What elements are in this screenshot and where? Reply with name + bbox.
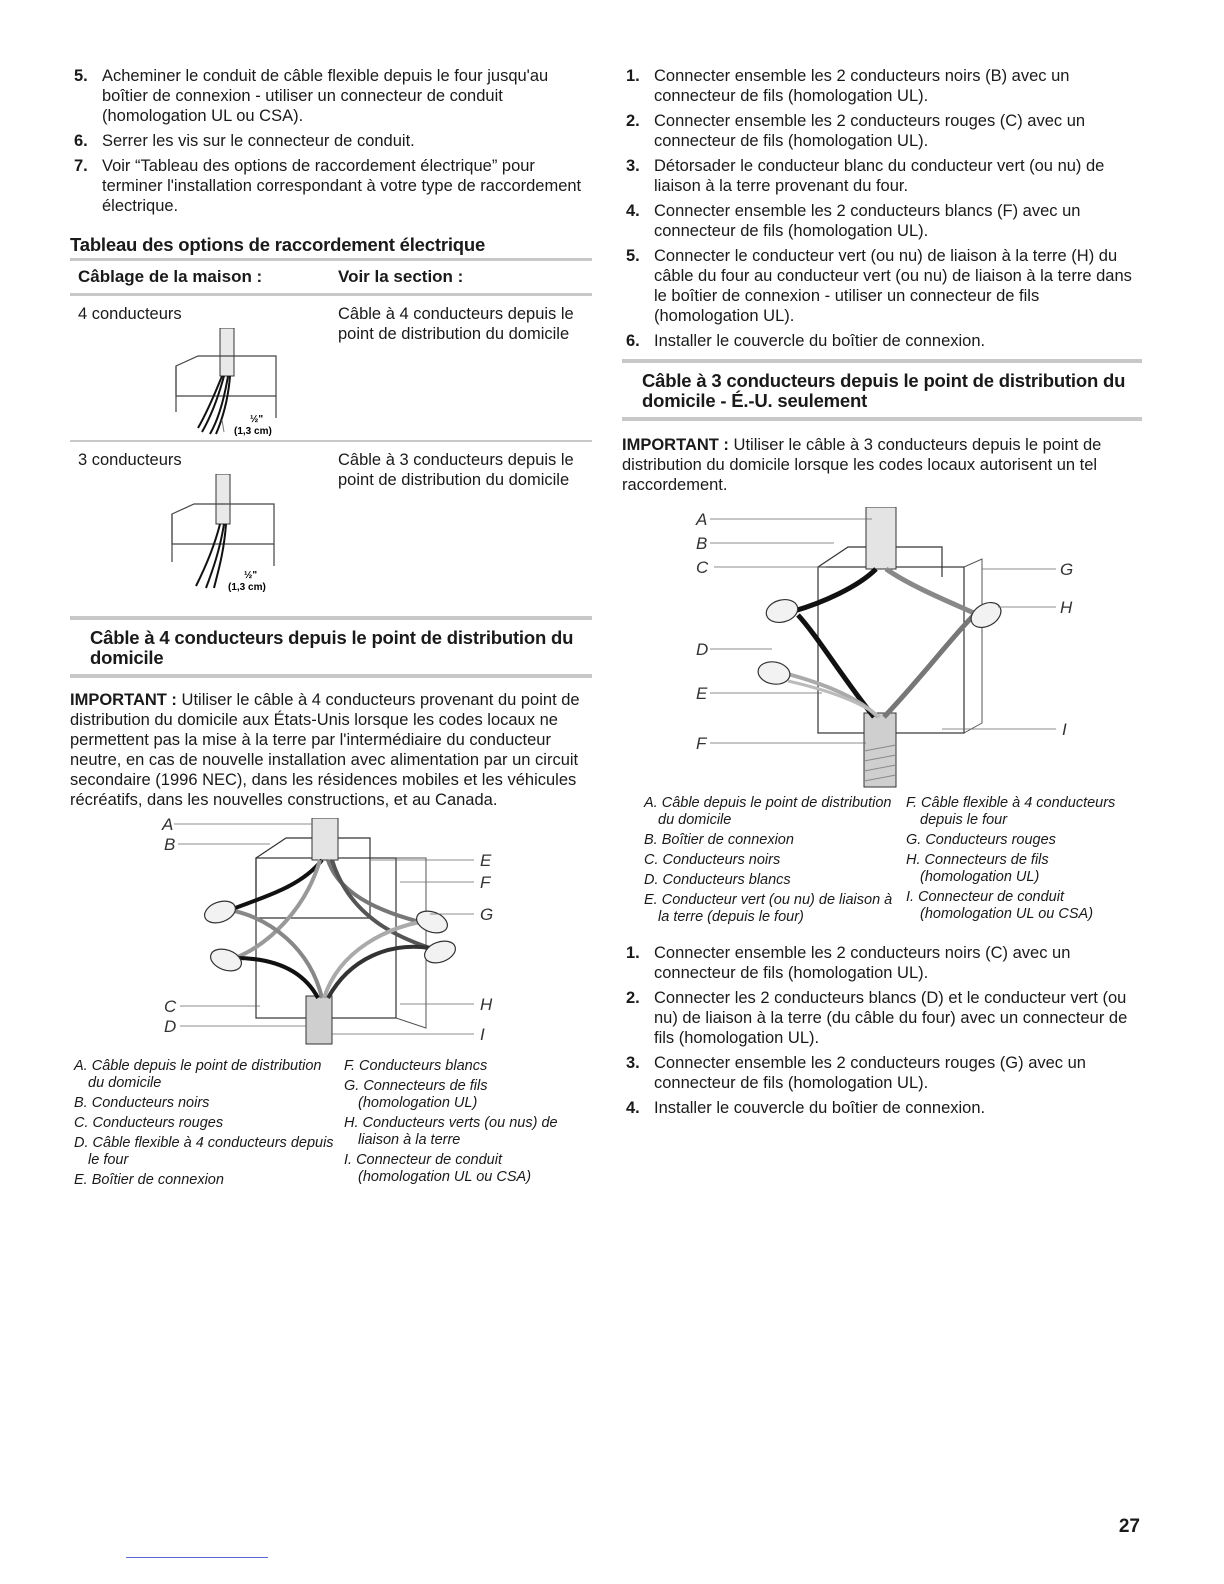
legend-item: G. Connecteurs de fils (homologation UL)	[344, 1078, 488, 1111]
legend-3-wire	[640, 795, 1142, 929]
steps-list-3-wire	[622, 943, 1142, 1118]
important-label: IMPORTANT :	[622, 436, 729, 454]
label-I: I	[1062, 720, 1067, 739]
step-text: Connecter ensemble les 2 conducteurs noirs (C) avec un connecteur de fils (homologation UL).	[654, 944, 1071, 982]
legend-item: G. Conducteurs rouges	[906, 832, 1056, 848]
label-G: G	[1060, 560, 1074, 579]
step-text: Connecter ensemble les 2 conducteurs blancs (F) avec un connecteur de fils (homologation UL).	[654, 202, 1081, 240]
important-note-3-wire	[622, 435, 1142, 495]
legend-column	[70, 1058, 340, 1192]
legend-item: A. Câble depuis le point de distribution du domicile	[644, 795, 892, 828]
steps-list-left	[70, 66, 592, 216]
list-item	[622, 1053, 1142, 1093]
step-number: 5.	[626, 247, 640, 265]
step-number: 2.	[626, 989, 640, 1007]
step-text: Voir “Tableau des options de raccordement électrique” pour terminer l'installation correspondant à votre type de raccordement électrique.	[102, 157, 582, 215]
legend-column	[902, 795, 1138, 929]
label-B: B	[164, 835, 176, 854]
step-text: Installer le couvercle du boîtier de connexion.	[654, 1099, 986, 1117]
legend-item: C. Conducteurs rouges	[74, 1115, 224, 1131]
list-item	[622, 246, 1142, 326]
list-item	[622, 988, 1142, 1048]
step-number: 6.	[626, 332, 640, 350]
step-number: 4.	[626, 1099, 640, 1117]
step-text: Connecter ensemble les 2 conducteurs rouges (G) avec un connecteur de fils (homologation UL).	[654, 1054, 1086, 1092]
steps-list-right	[622, 66, 1142, 351]
right-column	[622, 66, 1142, 1123]
step-number: 1.	[626, 944, 640, 962]
legend-item: H. Conducteurs verts (ou nus) de liaison à la terre	[344, 1115, 558, 1148]
legend-4-wire	[70, 1058, 592, 1192]
table-cell-section: Câble à 3 conducteurs depuis le point de distribution du domicile	[338, 451, 574, 489]
legend-column	[640, 795, 902, 929]
list-item	[622, 1098, 1142, 1118]
list-item	[622, 331, 1142, 351]
step-number: 2.	[626, 112, 640, 130]
legend-item: C. Conducteurs noirs	[644, 852, 781, 868]
legend-item: B. Boîtier de connexion	[644, 832, 794, 848]
legend-item: D. Câble flexible à 4 conducteurs depuis le four	[74, 1135, 334, 1168]
label-D: D	[696, 640, 709, 659]
step-text: Connecter ensemble les 2 conducteurs rouges (C) avec un connecteur de fils (homologation UL).	[654, 112, 1086, 150]
dim-cm: (1,3 cm)	[228, 582, 266, 593]
wiring-label: 4 conducteurs	[78, 305, 182, 323]
legend-column	[340, 1058, 580, 1192]
legend-item: E. Boîtier de connexion	[74, 1172, 224, 1188]
table-col2-header: Voir la section :	[338, 267, 464, 286]
left-column	[70, 66, 592, 1192]
table-row	[70, 296, 592, 442]
label-F: F	[480, 873, 491, 892]
list-item	[70, 66, 592, 126]
label-B: B	[696, 534, 708, 553]
table-header	[70, 261, 592, 296]
step-text: Connecter ensemble les 2 conducteurs noirs (B) avec un connecteur de fils (homologation UL).	[654, 67, 1070, 105]
table-cell-wiring	[78, 450, 338, 610]
wiring-label: 3 conducteurs	[78, 451, 182, 469]
step-number: 6.	[74, 132, 88, 150]
list-item	[622, 111, 1142, 151]
label-C: C	[696, 558, 709, 577]
step-text: Acheminer le conduit de câble flexible depuis le four jusqu'au boîtier de connexion - utiliser un connecteur de conduit (homologation UL ou CSA).	[102, 67, 549, 125]
legend-item: A. Câble depuis le point de distribution du domicile	[74, 1058, 322, 1091]
three-wire-box-figure	[158, 474, 298, 594]
step-number: 4.	[626, 202, 640, 220]
step-number: 7.	[74, 157, 88, 175]
label-H: H	[1060, 598, 1073, 617]
table-row	[70, 442, 592, 610]
legend-item: H. Connecteurs de fils (homologation UL)	[906, 852, 1049, 885]
table-cell-wiring	[78, 304, 338, 440]
list-item	[70, 156, 592, 216]
legend-item: I. Connecteur de conduit (homologation UL ou CSA)	[906, 889, 1094, 922]
step-number: 5.	[74, 67, 88, 85]
footer-divider	[126, 1557, 268, 1558]
legend-item: F. Conducteurs blancs	[344, 1058, 488, 1074]
list-item	[622, 943, 1142, 983]
label-A: A	[696, 510, 708, 529]
step-number: 1.	[626, 67, 640, 85]
dim-inch: ½"	[250, 414, 264, 425]
list-item	[622, 201, 1142, 241]
step-text: Serrer les vis sur le connecteur de conduit.	[102, 132, 415, 150]
page-number: 27	[1118, 1516, 1140, 1537]
legend-item: F. Câble flexible à 4 conducteurs depuis le four	[906, 795, 1116, 828]
three-wire-connection-diagram	[622, 507, 1142, 795]
important-text: Utiliser le câble à 3 conducteurs depuis le point de distribution du domicile lorsque les codes locaux autorisent un tel raccordement.	[622, 436, 1102, 494]
step-text: Installer le couvercle du boîtier de connexion.	[654, 332, 986, 350]
label-H: H	[480, 995, 493, 1014]
label-I: I	[480, 1025, 485, 1044]
four-wire-box-figure	[158, 328, 298, 436]
label-D: D	[164, 1017, 177, 1036]
legend-item: D. Conducteurs blancs	[644, 872, 791, 888]
step-text: Connecter les 2 conducteurs blancs (D) et le conducteur vert (ou nu) de liaison à la terre (du câble du four) avec un connecteur de fils (homologation UL).	[654, 989, 1128, 1047]
list-item	[622, 156, 1142, 196]
important-note-4-wire	[70, 690, 592, 810]
step-number: 3.	[626, 157, 640, 175]
dim-cm: (1,3 cm)	[234, 426, 272, 436]
label-G: G	[480, 905, 494, 924]
list-item	[70, 131, 592, 151]
legend-item: B. Conducteurs noirs	[74, 1095, 210, 1111]
step-text: Détorsader le conducteur blanc du conducteur vert (ou nu) de liaison à la terre provenant du four.	[654, 157, 1105, 195]
label-E: E	[480, 851, 492, 870]
table-cell-section: Câble à 4 conducteurs depuis le point de distribution du domicile	[338, 305, 574, 343]
section-title-4-wire: Câble à 4 conducteurs depuis le point de distribution du domicile	[70, 616, 592, 678]
label-F: F	[696, 734, 707, 753]
section-title-3-wire: Câble à 3 conducteurs depuis le point de distribution du domicile - É.-U. seulement	[622, 359, 1142, 421]
table-title: Tableau des options de raccordement électrique	[70, 234, 592, 261]
four-wire-connection-diagram	[70, 818, 592, 1056]
step-number: 3.	[626, 1054, 640, 1072]
label-E: E	[696, 684, 708, 703]
list-item	[622, 66, 1142, 106]
label-A: A	[162, 818, 174, 834]
label-C: C	[164, 997, 177, 1016]
important-label: IMPORTANT :	[70, 691, 177, 709]
step-text: Connecter le conducteur vert (ou nu) de liaison à la terre (H) du câble du four au conducteur vert (ou nu) de liaison à la terre dans le boîtier de connexion - utiliser un connecteur de fils (homologation UL).	[654, 247, 1132, 325]
important-text: Utiliser le câble à 4 conducteurs provenant du point de distribution du domicile aux États-Unis lorsque les codes locaux ne permettent pas la mise à la terre par l'intermédiaire du conducteur neutre, en cas de nouvelle installation avec alimentation par un circuit secondaire (1996 NEC), dans les résidences mobiles et les véhicules récréatifs, dans les nouvelles constructions, et au Canada.	[70, 691, 580, 809]
legend-item: I. Connecteur de conduit (homologation UL ou CSA)	[344, 1152, 532, 1185]
legend-item: E. Conducteur vert (ou nu) de liaison à la terre (depuis le four)	[644, 892, 893, 925]
table-col1-header: Câblage de la maison :	[78, 267, 263, 286]
dim-inch: ½"	[244, 570, 258, 581]
